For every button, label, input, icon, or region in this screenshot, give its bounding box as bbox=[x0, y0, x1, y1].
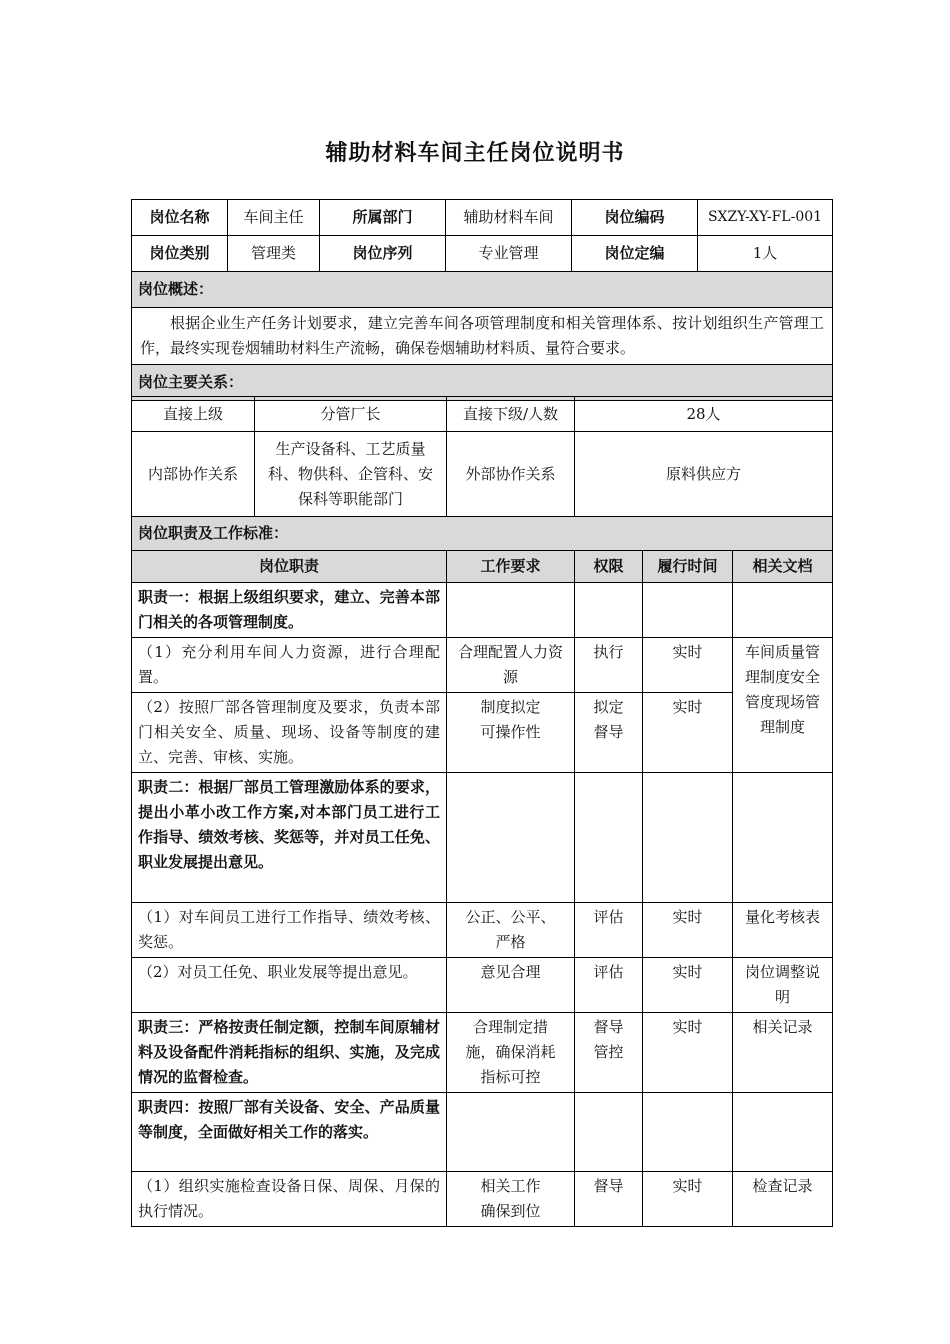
duty-column-header: 岗位职责 bbox=[132, 551, 447, 583]
duty-2-item-2-authority: 评估 bbox=[575, 958, 643, 1013]
duty-2-item-1-document: 量化考核表 bbox=[733, 903, 833, 958]
duty-4-item-1-authority: 督导 bbox=[575, 1172, 643, 1227]
superior-label: 直接上级 bbox=[132, 397, 255, 432]
relations-table bbox=[131, 396, 833, 551]
duties-table bbox=[131, 550, 833, 1227]
duty-2-item-2-time: 实时 bbox=[643, 958, 733, 1013]
duty-2-item-1-time: 实时 bbox=[643, 903, 733, 958]
duty-3-title: 职责三：严格按责任制定额，控制车间原辅材料及设备配件消耗指标的组织、实施，及完成情况的监督检查。 bbox=[132, 1013, 447, 1093]
duty-4-item-1-document: 检查记录 bbox=[733, 1172, 833, 1227]
department-value: 辅助材料车间 bbox=[446, 200, 572, 236]
duty-2-item-2-requirement: 意见合理 bbox=[447, 958, 575, 1013]
position-code-label: 岗位编码 bbox=[572, 200, 698, 236]
duty-4-item-1: （1）组织实施检查设备日保、周保、月保的执行情况。 bbox=[132, 1172, 447, 1227]
duty-2-item-2-document: 岗位调整说明 bbox=[733, 958, 833, 1013]
position-type-label: 岗位类别 bbox=[132, 236, 228, 272]
position-name-label: 岗位名称 bbox=[132, 200, 228, 236]
superior-value: 分管厂长 bbox=[255, 397, 447, 432]
position-type-value: 管理类 bbox=[228, 236, 320, 272]
relations-section-header: 岗位主要关系： bbox=[132, 365, 833, 401]
duty-1-item-2-time: 实时 bbox=[643, 693, 733, 773]
duty-1-item-2: （2）按照厂部各管理制度及要求，负责本部门相关安全、质量、现场、设备等制度的建立、完善、审核、实施。 bbox=[132, 693, 447, 773]
duty-1-documents: 车间质量管理制度安全管度现场管理制度 bbox=[733, 638, 833, 773]
position-name-value: 车间主任 bbox=[228, 200, 320, 236]
duty-1-item-1: （1）充分利用车间人力资源，进行合理配置。 bbox=[132, 638, 447, 693]
duty-1-title: 职责一：根据上级组织要求，建立、完善本部门相关的各项管理制度。 bbox=[132, 583, 447, 638]
internal-relation-value: 生产设备科、工艺质量科、物供科、企管科、安保科等职能部门 bbox=[255, 432, 447, 517]
duty-1-item-2-requirement: 制度拟定可操作性 bbox=[447, 693, 575, 773]
duty-4-title: 职责四：按照厂部有关设备、安全、产品质量等制度，全面做好相关工作的落实。 bbox=[132, 1093, 447, 1172]
department-label: 所属部门 bbox=[320, 200, 446, 236]
position-quota-label: 岗位定编 bbox=[572, 236, 698, 272]
duty-3-document: 相关记录 bbox=[733, 1013, 833, 1093]
overview-section-header: 岗位概述： bbox=[132, 272, 833, 308]
position-sequence-value: 专业管理 bbox=[446, 236, 572, 272]
page-title: 辅助材料车间主任岗位说明书 bbox=[325, 141, 625, 166]
duty-1-item-1-time: 实时 bbox=[643, 638, 733, 693]
duty-2-item-2: （2）对员工任免、职业发展等提出意见。 bbox=[132, 958, 447, 1013]
overview-text: 根据企业生产任务计划要求，建立完善车间各项管理制度和相关管理体系、按计划组织生产管理工作，最终实现卷烟辅助材料生产流畅，确保卷烟辅助材料质、量符合要求。 bbox=[132, 308, 833, 365]
duty-2-item-1: （1）对车间员工进行工作指导、绩效考核、奖惩。 bbox=[132, 903, 447, 958]
external-relation-label: 外部协作关系 bbox=[447, 432, 575, 517]
duty-2-item-1-requirement: 公正、公平、严格 bbox=[447, 903, 575, 958]
external-relation-value: 原料供应方 bbox=[575, 432, 833, 517]
subordinate-value: 28人 bbox=[575, 397, 833, 432]
document-column-header: 相关文档 bbox=[733, 551, 833, 583]
duty-3-requirement: 合理制定措施，确保消耗指标可控 bbox=[447, 1013, 575, 1093]
duty-3-time: 实时 bbox=[643, 1013, 733, 1093]
duty-2-title: 职责二：根据厂部员工管理激励体系的要求，提出小革小改工作方案,对本部门员工进行工作指导、绩效考核、奖惩等，并对员工任免、职业发展提出意见。 bbox=[132, 773, 447, 903]
duties-section-header: 岗位职责及工作标准： bbox=[132, 517, 833, 551]
basic-info-table bbox=[131, 199, 833, 401]
position-quota-value: 1人 bbox=[698, 236, 833, 272]
subordinate-label: 直接下级/人数 bbox=[447, 397, 575, 432]
duty-4-item-1-time: 实时 bbox=[643, 1172, 733, 1227]
internal-relation-label: 内部协作关系 bbox=[132, 432, 255, 517]
duty-2-item-1-authority: 评估 bbox=[575, 903, 643, 958]
duty-3-authority: 督导管控 bbox=[575, 1013, 643, 1093]
position-sequence-label: 岗位序列 bbox=[320, 236, 446, 272]
duty-4-item-1-requirement: 相关工作确保到位 bbox=[447, 1172, 575, 1227]
requirement-column-header: 工作要求 bbox=[447, 551, 575, 583]
duty-1-item-1-requirement: 合理配置人力资源 bbox=[447, 638, 575, 693]
time-column-header: 履行时间 bbox=[643, 551, 733, 583]
duty-1-item-1-authority: 执行 bbox=[575, 638, 643, 693]
duty-1-item-2-authority: 拟定督导 bbox=[575, 693, 643, 773]
position-code-value: SXZY-XY-FL-001 bbox=[698, 200, 833, 236]
authority-column-header: 权限 bbox=[575, 551, 643, 583]
